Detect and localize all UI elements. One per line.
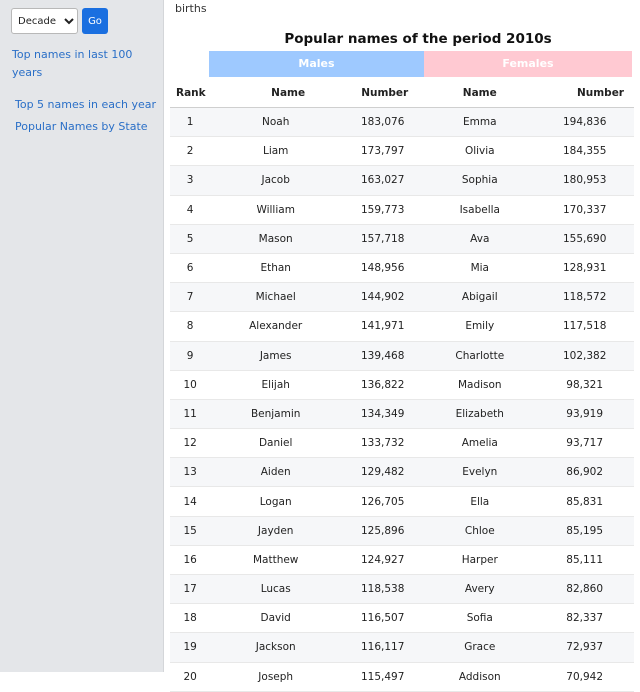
female-number-cell: 117,518	[525, 312, 634, 341]
top-names-100-years-link[interactable]: Top names in last 100 years	[12, 48, 133, 79]
female-number-cell: 184,355	[525, 137, 634, 166]
female-number-header: Number	[525, 79, 634, 108]
male-number-cell: 133,732	[321, 429, 424, 458]
rank-cell: 19	[170, 633, 210, 662]
female-name-cell: Emma	[424, 108, 525, 137]
table-row	[170, 487, 634, 516]
female-number-cell: 155,690	[525, 224, 634, 253]
page-title: Popular names of the period 2010s	[284, 31, 552, 47]
male-name-cell: Daniel	[210, 429, 321, 458]
rank-cell: 1	[170, 108, 210, 137]
main-content	[164, 0, 640, 683]
male-number-cell: 144,902	[321, 283, 424, 312]
female-number-cell: 118,572	[525, 283, 634, 312]
table-row	[170, 195, 634, 224]
male-name-cell: Benjamin	[210, 399, 321, 428]
male-name-cell: Elijah	[210, 370, 321, 399]
female-number-cell: 85,831	[525, 487, 634, 516]
female-name-cell: Abigail	[424, 283, 525, 312]
table-row	[170, 108, 634, 137]
male-number-cell: 134,349	[321, 399, 424, 428]
female-name-cell: Harper	[424, 545, 525, 574]
male-number-header: Number	[321, 79, 424, 108]
popular-names-by-state-link[interactable]: Popular Names by State	[15, 120, 148, 133]
rank-cell: 9	[170, 341, 210, 370]
table-header-row	[170, 79, 634, 108]
female-number-cell: 70,942	[525, 662, 634, 691]
table-row	[170, 662, 634, 691]
male-number-cell: 141,971	[321, 312, 424, 341]
male-name-cell: William	[210, 195, 321, 224]
table-row	[170, 224, 634, 253]
male-number-cell: 124,927	[321, 545, 424, 574]
table-row	[170, 633, 634, 662]
male-name-cell: Matthew	[210, 545, 321, 574]
male-number-cell: 115,497	[321, 662, 424, 691]
male-name-cell: Logan	[210, 487, 321, 516]
male-number-cell: 157,718	[321, 224, 424, 253]
female-name-cell: Charlotte	[424, 341, 525, 370]
rank-cell: 15	[170, 516, 210, 545]
male-number-cell: 139,468	[321, 341, 424, 370]
table-row	[170, 341, 634, 370]
male-name-cell: Ethan	[210, 253, 321, 282]
male-name-cell: David	[210, 604, 321, 633]
female-name-cell: Olivia	[424, 137, 525, 166]
male-name-cell: Jacob	[210, 166, 321, 195]
top-5-names-each-year-link[interactable]: Top 5 names in each year	[15, 98, 157, 111]
table-row	[170, 283, 634, 312]
male-name-cell: Jackson	[210, 633, 321, 662]
rank-cell: 3	[170, 166, 210, 195]
female-number-cell: 82,860	[525, 575, 634, 604]
male-number-cell: 183,076	[321, 108, 424, 137]
female-number-cell: 98,321	[525, 370, 634, 399]
female-number-cell: 85,111	[525, 545, 634, 574]
popular-names-table	[170, 79, 634, 692]
rank-cell: 8	[170, 312, 210, 341]
female-name-cell: Ava	[424, 224, 525, 253]
male-number-cell: 173,797	[321, 137, 424, 166]
rank-cell: 5	[170, 224, 210, 253]
table-row	[170, 545, 634, 574]
males-header-band: Males	[209, 51, 424, 77]
females-header-band: Females	[424, 51, 632, 77]
female-name-cell: Addison	[424, 662, 525, 691]
rank-header: Rank	[170, 79, 210, 108]
rank-cell: 12	[170, 429, 210, 458]
male-number-cell: 126,705	[321, 487, 424, 516]
table-row	[170, 166, 634, 195]
rank-cell: 16	[170, 545, 210, 574]
female-name-cell: Grace	[424, 633, 525, 662]
male-name-cell: Joseph	[210, 662, 321, 691]
female-name-cell: Emily	[424, 312, 525, 341]
rank-cell: 13	[170, 458, 210, 487]
male-number-cell: 125,896	[321, 516, 424, 545]
rank-cell: 7	[170, 283, 210, 312]
rank-cell: 4	[170, 195, 210, 224]
female-number-cell: 85,195	[525, 516, 634, 545]
table-row	[170, 575, 634, 604]
male-number-cell: 116,117	[321, 633, 424, 662]
female-name-cell: Ella	[424, 487, 525, 516]
female-name-cell: Evelyn	[424, 458, 525, 487]
female-number-cell: 82,337	[525, 604, 634, 633]
male-number-cell: 159,773	[321, 195, 424, 224]
male-number-cell: 163,027	[321, 166, 424, 195]
female-name-cell: Sophia	[424, 166, 525, 195]
male-name-cell: Michael	[210, 283, 321, 312]
female-number-cell: 86,902	[525, 458, 634, 487]
male-number-cell: 116,507	[321, 604, 424, 633]
female-name-cell: Madison	[424, 370, 525, 399]
male-name-header: Name	[210, 79, 321, 108]
female-number-cell: 194,836	[525, 108, 634, 137]
rank-cell: 17	[170, 575, 210, 604]
rank-cell: 18	[170, 604, 210, 633]
rank-cell: 2	[170, 137, 210, 166]
rank-cell: 6	[170, 253, 210, 282]
sidebar	[0, 0, 164, 672]
female-number-cell: 93,919	[525, 399, 634, 428]
female-number-cell: 170,337	[525, 195, 634, 224]
female-name-cell: Isabella	[424, 195, 525, 224]
male-name-cell: Liam	[210, 137, 321, 166]
table-row	[170, 516, 634, 545]
rank-cell: 10	[170, 370, 210, 399]
male-name-cell: Noah	[210, 108, 321, 137]
table-row	[170, 253, 634, 282]
female-name-cell: Chloe	[424, 516, 525, 545]
male-number-cell: 136,822	[321, 370, 424, 399]
table-row	[170, 604, 634, 633]
female-name-header: Name	[424, 79, 525, 108]
female-number-cell: 180,953	[525, 166, 634, 195]
male-name-cell: James	[210, 341, 321, 370]
rank-cell: 11	[170, 399, 210, 428]
births-text: births	[175, 2, 207, 15]
table-row	[170, 429, 634, 458]
female-name-cell: Amelia	[424, 429, 525, 458]
male-name-cell: Mason	[210, 224, 321, 253]
table-row	[170, 312, 634, 341]
female-number-cell: 128,931	[525, 253, 634, 282]
female-name-cell: Avery	[424, 575, 525, 604]
male-name-cell: Lucas	[210, 575, 321, 604]
male-name-cell: Alexander	[210, 312, 321, 341]
go-button[interactable]: Go	[82, 8, 108, 34]
rank-cell: 14	[170, 487, 210, 516]
male-name-cell: Aiden	[210, 458, 321, 487]
table-row	[170, 137, 634, 166]
female-name-cell: Sofia	[424, 604, 525, 633]
table-row	[170, 370, 634, 399]
table-row	[170, 399, 634, 428]
male-number-cell: 148,956	[321, 253, 424, 282]
female-name-cell: Mia	[424, 253, 525, 282]
male-number-cell: 129,482	[321, 458, 424, 487]
rank-cell: 20	[170, 662, 210, 691]
female-name-cell: Elizabeth	[424, 399, 525, 428]
table-row	[170, 458, 634, 487]
female-number-cell: 93,717	[525, 429, 634, 458]
female-number-cell: 72,937	[525, 633, 634, 662]
decade-select[interactable]	[11, 8, 78, 34]
female-number-cell: 102,382	[525, 341, 634, 370]
male-number-cell: 118,538	[321, 575, 424, 604]
male-name-cell: Jayden	[210, 516, 321, 545]
